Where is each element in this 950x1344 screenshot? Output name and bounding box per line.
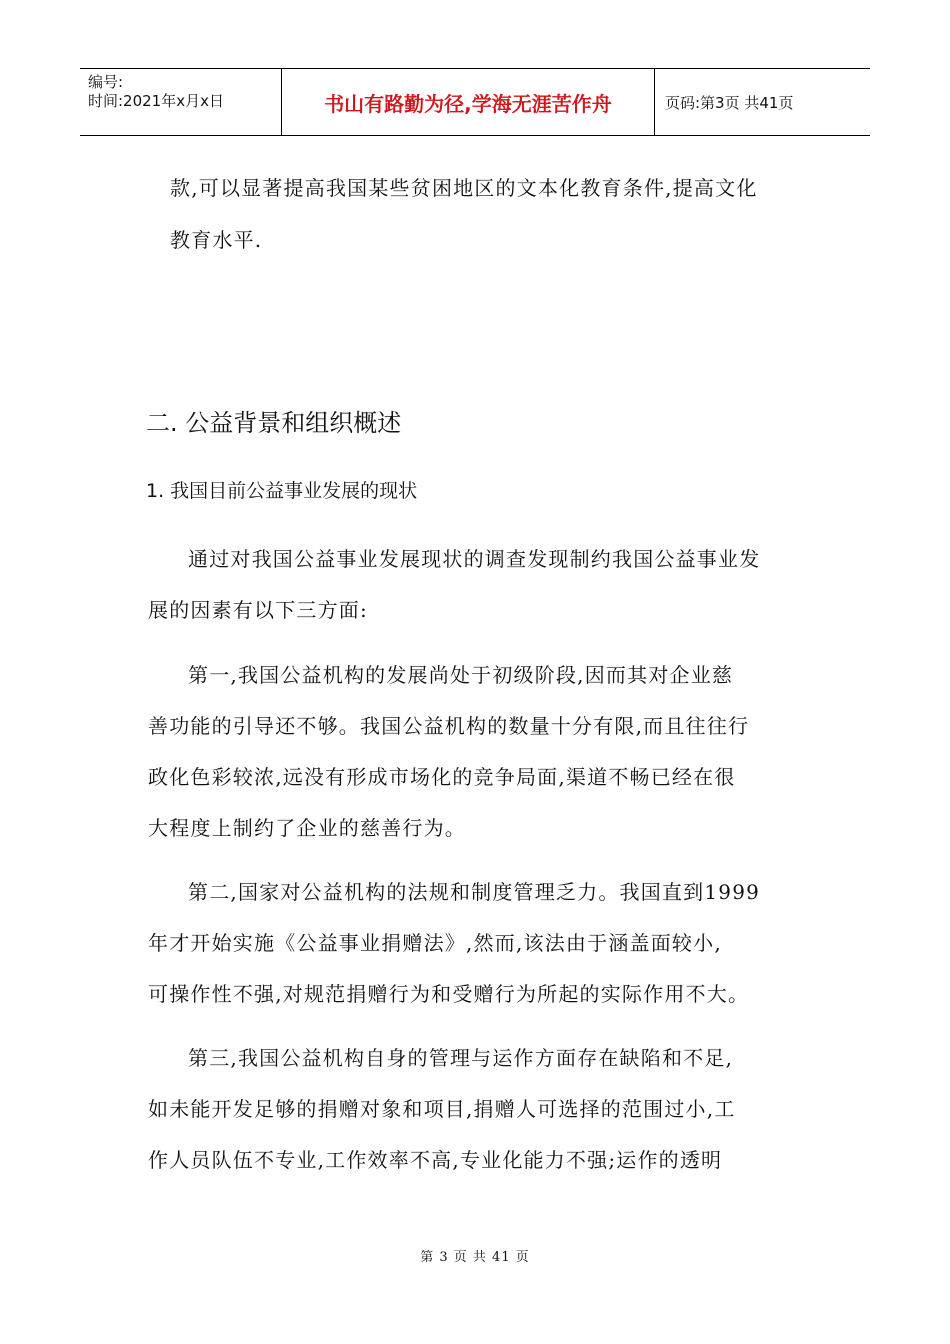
text-line: 第一,我国公益机构的发展尚处于初级阶段,因而其对企业慈 [188, 663, 734, 687]
header-motto-cell [282, 69, 655, 135]
header-page-cell [655, 69, 870, 135]
page-footer: 第 3 页 共 41 页 [420, 1250, 530, 1265]
text-line: 展的因素有以下三方面: [148, 598, 368, 622]
text-line: 第三,我国公益机构自身的管理与运作方面存在缺陷和不足, [188, 1046, 734, 1070]
text-line: 善功能的引导还不够。我国公益机构的数量十分有限,而且往往行 [148, 714, 750, 738]
header-meta-cell [80, 69, 282, 135]
document-number-label: 编号: [88, 73, 124, 91]
text-line: 通过对我国公益事业发展现状的调查发现制约我国公益事业发 [188, 547, 761, 571]
section-heading: 二. 公益背景和组织概述 [146, 409, 402, 437]
text-line: 大程度上制约了企业的慈善行为。 [148, 816, 466, 840]
subsection-heading: 1. 我国目前公益事业发展的现状 [146, 480, 418, 502]
text-line: 款,可以显著提高我国某些贫困地区的文本化教育条件,提高文化 [170, 176, 758, 200]
document-time-label: 时间:2021年x月x日 [88, 92, 224, 110]
text-line: 可操作性不强,对规范捐赠行为和受赠行为所起的实际作用不大。 [148, 982, 750, 1006]
text-line: 作人员队伍不专业,工作效率不高,专业化能力不强;运作的透明 [148, 1148, 723, 1172]
page-header [80, 68, 870, 136]
text-line: 第二,国家对公益机构的法规和制度管理乏力。我国直到1999 [188, 880, 761, 904]
text-line: 政化色彩较浓,远没有形成市场化的竞争局面,渠道不畅已经在很 [148, 765, 736, 789]
header-page-info: 页码:第3页 共41页 [665, 93, 794, 112]
text-line: 教育水平. [170, 228, 263, 252]
header-motto: 书山有路勤为径,学海无涯苦作舟 [324, 91, 612, 116]
text-line: 年才开始实施《公益事业捐赠法》,然而,该法由于涵盖面较小, [148, 931, 722, 955]
text-line: 如未能开发足够的捐赠对象和项目,捐赠人可选择的范围过小,工 [148, 1097, 736, 1121]
